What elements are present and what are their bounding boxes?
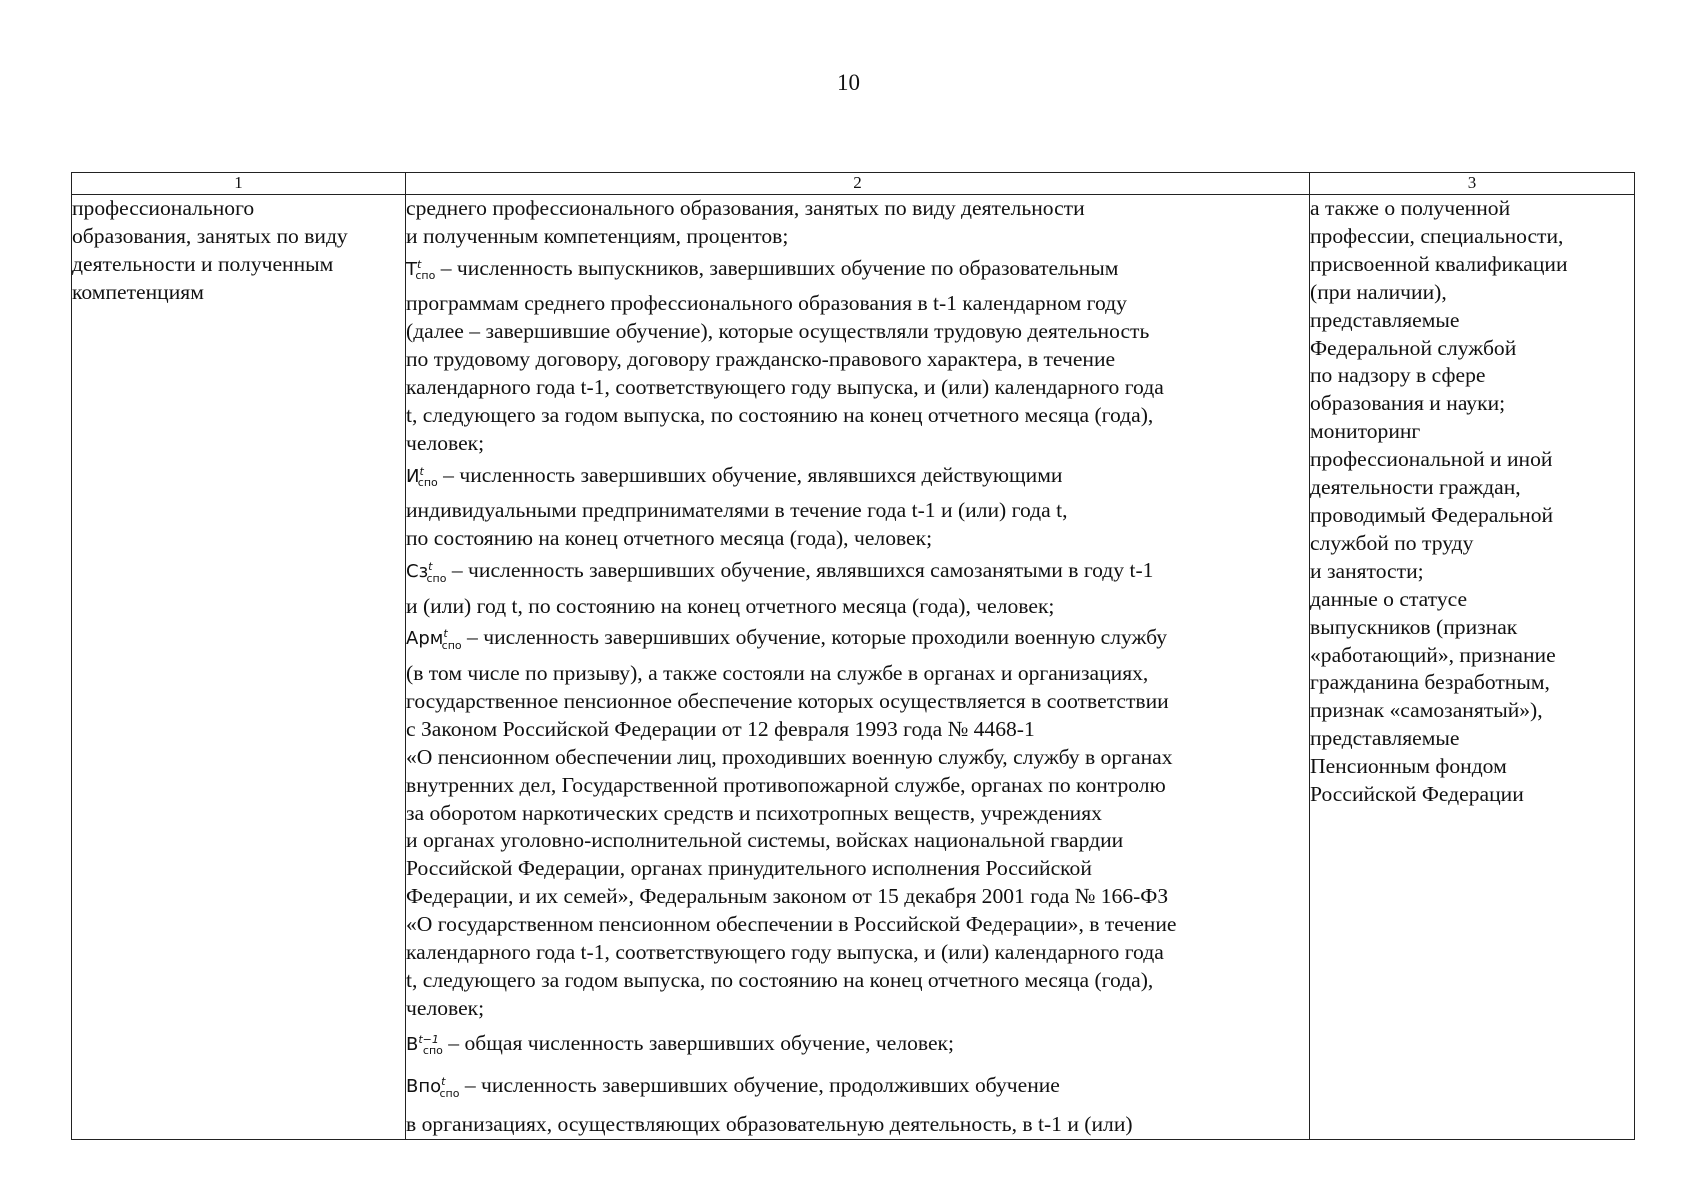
text-line: государственное пенсионное обеспечение которых осуществляется в соответствии: [406, 688, 1169, 713]
text-line: t, следующего за годом выпуска, по состоянию на конец отчетного месяца (года),: [406, 402, 1154, 427]
text-line: выпускников (признак: [1310, 614, 1518, 639]
text-line: по трудовому договору, договору гражданско-правового характера, в течение: [406, 347, 1116, 372]
variable-symbol-t: $Т^t_{спо}$: [406, 257, 436, 283]
variable-definition-i: $И^t_{спо}$ – численность завершивших обучение, являвшихся действующими: [406, 462, 1063, 490]
text-line: профессиональной и иной: [1310, 447, 1553, 472]
text-line: профессионального: [72, 196, 255, 220]
variable-definition-arm: Арм$^t_{спо}$ – численность завершивших обучение, которые проходили военную службу: [406, 625, 1168, 653]
column-header-1: 1: [72, 173, 406, 195]
variable-definition-sz: $Сз^t_{спо}$ – численность завершивших обучение, являвшихся самозанятыми в году t-1: [406, 558, 1154, 585]
text-line: внутренних дел, Государственной противопожарной службе, органах по контролю: [406, 772, 1166, 797]
variable-symbol-sz: $Сз^t_{спо}$: [406, 560, 447, 585]
text-line: профессии, специальности,: [1310, 223, 1564, 248]
text-line: t, следующего за годом выпуска, по состоянию на конец отчетного месяца (года),: [406, 967, 1154, 992]
text-line: в организациях, осуществляющих образовательную деятельность, в t-1 и (или): [406, 1111, 1133, 1136]
text-line: деятельности граждан,: [1310, 475, 1521, 500]
text-line: и полученным компетенциям, процентов;: [406, 223, 789, 248]
table-header-row: [72, 173, 1635, 195]
text-line: «О государственном пенсионном обеспечении в Российской Федерации», в течение: [406, 912, 1177, 937]
text-line: и органах уголовно-исполнительной системы, войсках национальной гвардии: [406, 828, 1124, 853]
text-line: компетенциям: [72, 279, 204, 304]
text-line: Федеральной службой: [1310, 335, 1517, 360]
variable-symbol-i: $И^t_{спо}$: [406, 464, 438, 490]
text-line: (далее – завершившие обучение), которые осуществляли трудовую деятельность: [406, 319, 1150, 344]
variable-definition-t: $Т^t_{спо}$ – численность выпускников, завершивших обучение по образовательным: [406, 255, 1119, 283]
text-line: службой по труду: [1310, 530, 1474, 555]
text-line: признак «самозанятый»),: [1310, 698, 1543, 723]
text-line: индивидуальными предпринимателями в течение года t-1 и (или) года t,: [406, 498, 1068, 523]
text-line: (при наличии),: [1310, 279, 1447, 304]
column-header-3: 3: [1310, 173, 1635, 195]
text-line: «работающий», признание: [1310, 642, 1556, 667]
text-line: человек;: [406, 430, 485, 455]
text-line: а также о полученной: [1310, 196, 1511, 220]
table-row: [72, 195, 1635, 1140]
variable-definition-vpo: Впо$^t_{спо}$ – численность завершивших обучение, продолживших обучение: [406, 1073, 1060, 1100]
text-line: календарного года t-1, соответствующего году выпуска, и (или) календарного года: [406, 375, 1164, 400]
text-line: «О пенсионном обеспечении лиц, проходивших военную службу, службу в органах: [406, 744, 1173, 769]
text-line: за оборотом наркотических средств и психотропных веществ, учреждениях: [406, 800, 1102, 825]
text-line: Российской Федерации: [1310, 782, 1524, 807]
text-line: и (или) год t, по состоянию на конец отчетного месяца (года), человек;: [406, 593, 1055, 618]
text-line: по надзору в сфере: [1310, 363, 1486, 388]
text-line: представляемые: [1310, 307, 1460, 332]
text-line: гражданина безработным,: [1310, 670, 1550, 695]
text-line: данные о статусе: [1310, 586, 1468, 611]
formula-description-cell: [406, 195, 1310, 1140]
text-line: Российской Федерации, органах принудительного исполнения Российской: [406, 856, 1092, 881]
text-line: и занятости;: [1310, 558, 1424, 583]
text-line: с Законом Российской Федерации от 12 февраля 1993 года № 4468-1: [406, 716, 1035, 741]
document-table: [71, 172, 1635, 1140]
column-header-2: 2: [406, 173, 1310, 195]
text-line: Федерации, и их семей», Федеральным законом от 15 декабря 2001 года № 166-ФЗ: [406, 884, 1169, 909]
text-line: по состоянию на конец отчетного месяца (года), человек;: [406, 526, 933, 551]
page-number: 10: [837, 70, 860, 95]
text-line: среднего профессионального образования, занятых по виду деятельности: [406, 196, 1085, 220]
text-line: программам среднего профессионального образования в t-1 календарном году: [406, 291, 1127, 316]
text-line: (в том числе по призыву), а также состояли на службе в органах и организациях,: [406, 660, 1149, 685]
variable-symbol-b: $В^{t-1}_{спо}$: [406, 1032, 443, 1058]
text-line: календарного года t-1, соответствующего году выпуска, и (или) календарного года: [406, 940, 1164, 965]
variable-symbol-arm: Арм$^t_{спо}$: [406, 627, 462, 653]
text-line: образования и науки;: [1310, 391, 1506, 416]
variable-definition-b: $В^{t-1}_{спо}$ – общая численность завершивших обучение, человек;: [406, 1030, 955, 1058]
data-source-cell: [1310, 195, 1635, 1140]
text-line: образования, занятых по виду: [72, 223, 348, 248]
variable-symbol-vpo: Впо$^t_{спо}$: [406, 1075, 460, 1100]
text-line: человек;: [406, 995, 485, 1020]
text-line: Пенсионным фондом: [1310, 754, 1507, 779]
text-line: деятельности и полученным: [72, 251, 334, 276]
indicator-name-cell: [72, 195, 406, 1140]
text-line: присвоенной квалификации: [1310, 251, 1568, 276]
text-line: мониторинг: [1310, 419, 1421, 444]
text-line: проводимый Федеральной: [1310, 502, 1554, 527]
text-line: представляемые: [1310, 726, 1460, 751]
